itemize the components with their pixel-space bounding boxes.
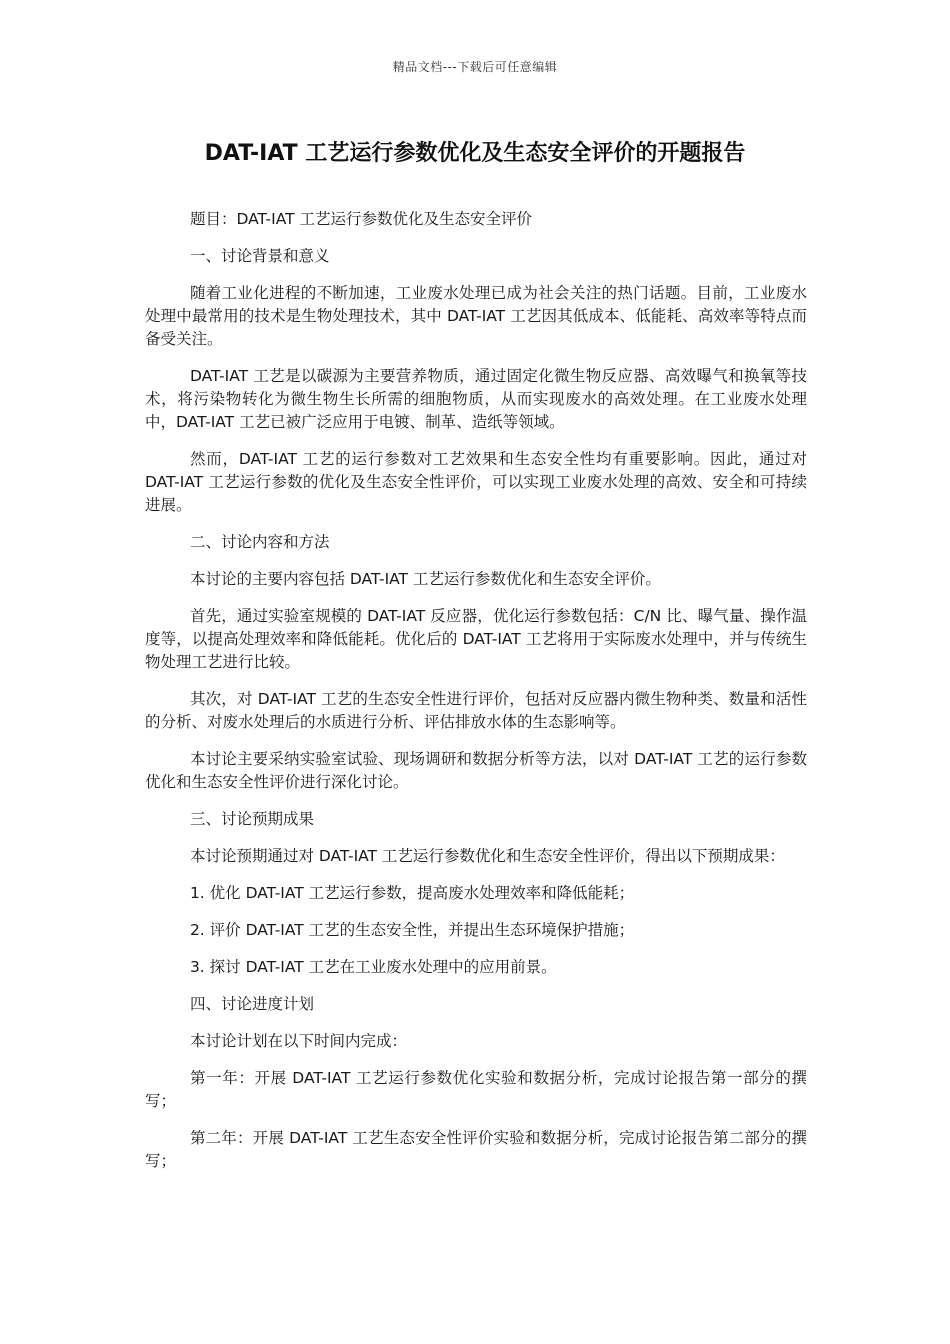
paragraph: 第一年：开展 DAT-IAT 工艺运行参数优化实验和数据分析，完成讨论报告第一部分的撰写； [145,1069,807,1110]
paragraph: 本讨论的主要内容包括 DAT-IAT 工艺运行参数优化和生态安全评价。 [189,570,661,588]
paragraph: 然而，DAT-IAT 工艺的运行参数对工艺效果和生态安全性均有重要影响。因此，通过对 DAT-IAT 工艺运行参数的优化及生态安全性评价，可以实现工业废水处理的高效、安全和可持续进展。 [145,450,807,514]
paragraph: 本讨论计划在以下时间内完成： [189,1032,407,1050]
paragraph: 随着工业化进程的不断加速，工业废水处理已成为社会关注的热门话题。目前，工业废水处理中最常用的技术是生物处理技术，其中 DAT-IAT 工艺因其低成本、低能耗、高效率等特点而备受关注。 [145,284,807,348]
document-title: DAT-IAT 工艺运行参数优化及生态安全评价的开题报告 [204,141,746,166]
paragraph: 本讨论主要采纳实验室试验、现场调研和数据分析等方法，以对 DAT-IAT 工艺的运行参数优化和生态安全性评价进行深化讨论。 [145,750,807,791]
paragraph: 其次，对 DAT-IAT 工艺的生态安全性进行评价，包括对反应器内微生物种类、数量和活性的分析、对废水处理后的水质进行分析、评估排放水体的生态影响等。 [145,690,807,731]
paragraph: 首先，通过实验室规模的 DAT-IAT 反应器，优化运行参数包括：C/N 比、曝气量、操作温度等，以提高处理效率和降低能耗。优化后的 DAT-IAT 工艺将用于实际废水处理中，并与传统生物处理工艺进行比较。 [145,607,807,671]
list-item: 1. 优化 DAT-IAT 工艺运行参数，提高废水处理效率和降低能耗； [189,884,635,902]
header-note: 精品文档---下载后可任意编辑 [392,60,558,74]
section-heading: 一、讨论背景和意义 [189,247,330,265]
section-heading: 三、讨论预期成果 [189,810,314,828]
paragraph: 本讨论预期通过对 DAT-IAT 工艺运行参数优化和生态安全性评价，得出以下预期成果： [189,847,785,865]
list-item: 3. 探讨 DAT-IAT 工艺在工业废水处理中的应用前景。 [189,958,557,976]
document-body [145,208,807,1187]
section-heading: 二、讨论内容和方法 [189,533,330,551]
paragraph: DAT-IAT 工艺是以碳源为主要营养物质，通过固定化微生物反应器、高效曝气和换氧等技术，将污染物转化为微生物生长所需的细胞物质，从而实现废水的高效处理。在工业废水处理中，DAT-IAT 工艺已被广泛应用于电镀、制革、造纸等领域。 [145,367,807,431]
subject-line: 题目：DAT-IAT 工艺运行参数优化及生态安全评价 [189,210,533,228]
paragraph: 第二年：开展 DAT-IAT 工艺生态安全性评价实验和数据分析，完成讨论报告第二部分的撰写； [145,1129,807,1170]
list-item: 2. 评价 DAT-IAT 工艺的生态安全性，并提出生态环境保护措施； [189,921,635,939]
section-heading: 四、讨论进度计划 [189,995,314,1013]
